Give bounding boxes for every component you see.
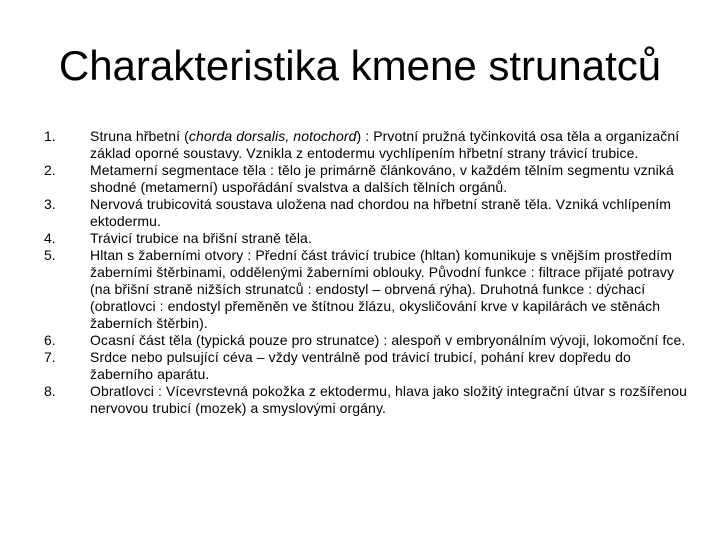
list-item-text-italic: chorda dorsalis, notochord <box>188 128 357 144</box>
list-item <box>44 383 690 417</box>
slide-title: Charakteristika kmene strunatců <box>58 42 662 89</box>
list-item-text: Trávicí trubice na břišní straně těla. <box>90 230 312 246</box>
list-item <box>44 332 690 349</box>
characteristics-list <box>44 128 690 417</box>
list-item-number: 2. <box>44 162 56 178</box>
list-item <box>44 128 690 162</box>
list-item-text: Obratlovci : Vícevrstevná pokožka z ektodermu, hlava jako složitý integrační útvar s rozšířenou nervovou trubicí (mozek) a smyslovými orgány. <box>90 383 687 416</box>
list-item-number: 6. <box>44 332 56 348</box>
list-item-text: Nervová trubicovitá soustava uložena nad chordou na hřbetní straně těla. Vzniká vchlípením ektodermu. <box>90 196 671 229</box>
list-item <box>44 196 690 230</box>
list-item <box>44 162 690 196</box>
list-item-text: Ocasní část těla (typická pouze pro strunatce) : alespoň v embryonálním vývoji, lokomoční fce. <box>90 332 686 348</box>
list-item-number: 7. <box>44 349 56 365</box>
list-item-text <box>90 128 690 162</box>
list-item-number: 8. <box>44 383 56 399</box>
list-item-text-end: ) : Prvotní pružná tyčinkovitá osa těla a organizační základ oporné soustavy. Vznikla z entodermu vychlípením hřbetní strany trávicí trubice. <box>90 128 680 161</box>
list-item <box>44 349 690 383</box>
list-item-number: 3. <box>44 196 56 212</box>
list-item-number: 1. <box>44 128 56 144</box>
list-item-text: Srdce nebo pulsující céva – vždy ventrálně pod trávicí trubicí, pohání krev dopředu do žaberního aparátu. <box>90 349 631 382</box>
list-item <box>44 247 690 332</box>
list-item <box>44 230 690 247</box>
list-item-number: 4. <box>44 230 56 246</box>
list-item-text: Hltan s žaberními otvory : Přední část trávicí trubice (hltan) komunikuje s vnějším prostředím žaberními štěrbinami, oddělenými žaberními oblouky. Původní funkce : filtrace přijaté potravy (na břišní straně nižších strunatců : endostyl – obrvená rýha). Druhotná funkce : dýchací (obratlovci : endostyl přeměněn ve štítnou žlázu, okysličování krve v kapilárách ve stěnách žaberních štěrbin). <box>90 247 675 331</box>
list-item-text-start: Struna hřbetní ( <box>90 128 189 144</box>
list-item-number: 5. <box>44 247 56 263</box>
list-item-text: Metamerní segmentace těla : tělo je primárně článkováno, v každém tělním segmentu vzniká shodné (metamerní) uspořádání svalstva a dalších tělních orgánů. <box>90 162 674 195</box>
